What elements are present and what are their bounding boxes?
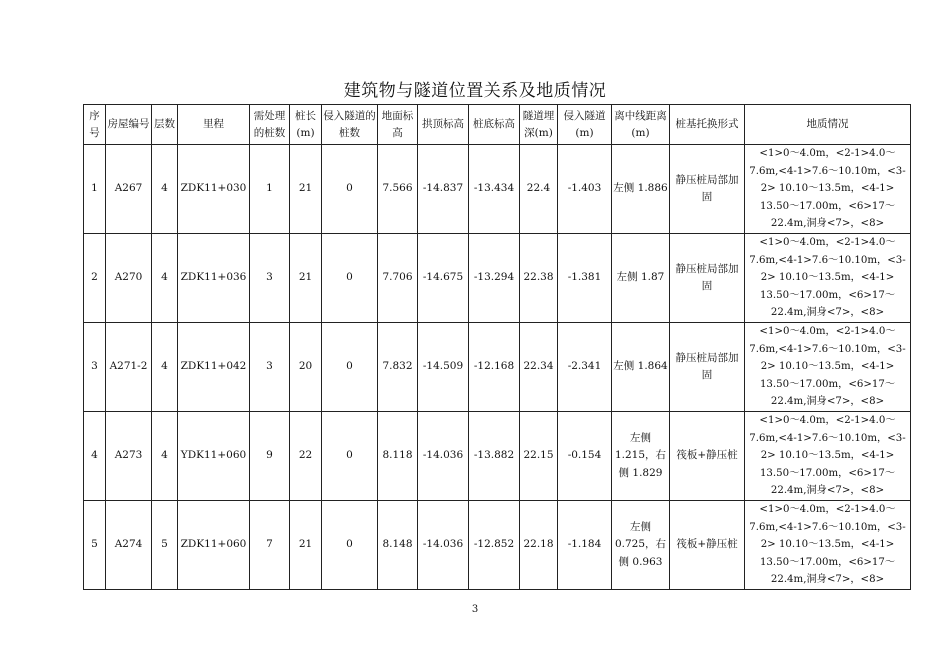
cell-ground-elevation: 8.148 xyxy=(378,501,418,590)
table-row xyxy=(84,234,911,323)
cell-underpinning-form: 筏板+静压桩 xyxy=(670,501,745,590)
table-header-row xyxy=(84,105,911,145)
cell-intrusion: -1.381 xyxy=(558,234,612,323)
cell-floors: 4 xyxy=(152,412,178,501)
cell-mileage: ZDK11+042 xyxy=(178,323,250,412)
cell-crown-elevation: -14.036 xyxy=(418,412,469,501)
header-intrusion: 侵入隧道(m) xyxy=(558,105,612,145)
cell-geology: <1>0～4.0m，<2-1>4.0～7.6m,<4-1>7.6～10.10m，<3-2> 10.10～13.5m，<4-1> 13.50～17.00m，<6>17～22.4m,洞身<7>，<8> xyxy=(745,145,911,234)
cell-underpinning-form: 静压桩局部加固 xyxy=(670,145,745,234)
cell-centerline-distance: 左侧 1.864 xyxy=(612,323,670,412)
cell-ground-elevation: 7.566 xyxy=(378,145,418,234)
cell-pile-bottom-elevation: -12.168 xyxy=(469,323,520,412)
table-row xyxy=(84,412,911,501)
cell-geology: <1>0～4.0m，<2-1>4.0～7.6m,<4-1>7.6～10.10m，<3-2> 10.10～13.5m，<4-1> 13.50～17.00m，<6>17～22.4m,洞身<7>，<8> xyxy=(745,501,911,590)
cell-piles-to-treat: 3 xyxy=(250,323,290,412)
cell-mileage: ZDK11+030 xyxy=(178,145,250,234)
cell-intruding-piles: 0 xyxy=(322,501,378,590)
header-crown-elevation: 拱顶标高 xyxy=(418,105,469,145)
cell-index: 1 xyxy=(84,145,106,234)
cell-house-number: A267 xyxy=(106,145,152,234)
cell-intruding-piles: 0 xyxy=(322,234,378,323)
cell-pile-length: 21 xyxy=(290,501,322,590)
cell-floors: 4 xyxy=(152,145,178,234)
cell-piles-to-treat: 1 xyxy=(250,145,290,234)
cell-house-number: A274 xyxy=(106,501,152,590)
cell-index: 2 xyxy=(84,234,106,323)
header-intruding-piles: 侵入隧道的桩数 xyxy=(322,105,378,145)
header-pile-bottom-elevation: 桩底标高 xyxy=(469,105,520,145)
header-geology: 地质情况 xyxy=(745,105,911,145)
cell-ground-elevation: 8.118 xyxy=(378,412,418,501)
cell-mileage: ZDK11+060 xyxy=(178,501,250,590)
cell-centerline-distance: 左侧 1.215，右侧 1.829 xyxy=(612,412,670,501)
cell-intrusion: -1.184 xyxy=(558,501,612,590)
cell-geology: <1>0～4.0m，<2-1>4.0～7.6m,<4-1>7.6～10.10m，<3-2> 10.10～13.5m，<4-1> 13.50～17.00m，<6>17～22.4m,洞身<7>，<8> xyxy=(745,412,911,501)
cell-pile-length: 22 xyxy=(290,412,322,501)
cell-house-number: A271-2 xyxy=(106,323,152,412)
cell-intrusion: -1.403 xyxy=(558,145,612,234)
table-row xyxy=(84,501,911,590)
page-number: 3 xyxy=(471,604,479,615)
cell-pile-bottom-elevation: -13.434 xyxy=(469,145,520,234)
cell-index: 5 xyxy=(84,501,106,590)
header-ground-elevation: 地面标高 xyxy=(378,105,418,145)
cell-centerline-distance: 左侧 1.87 xyxy=(612,234,670,323)
cell-tunnel-depth: 22.18 xyxy=(520,501,558,590)
cell-pile-bottom-elevation: -13.882 xyxy=(469,412,520,501)
cell-centerline-distance: 左侧 1.886 xyxy=(612,145,670,234)
cell-mileage: ZDK11+036 xyxy=(178,234,250,323)
header-index: 序号 xyxy=(84,105,106,145)
cell-crown-elevation: -14.509 xyxy=(418,323,469,412)
cell-piles-to-treat: 9 xyxy=(250,412,290,501)
page-title: 建筑物与隧道位置关系及地质情况 xyxy=(343,81,607,101)
cell-piles-to-treat: 7 xyxy=(250,501,290,590)
cell-ground-elevation: 7.832 xyxy=(378,323,418,412)
cell-intruding-piles: 0 xyxy=(322,145,378,234)
header-pile-length: 桩长(m) xyxy=(290,105,322,145)
cell-intruding-piles: 0 xyxy=(322,412,378,501)
cell-centerline-distance: 左侧 0.725，右侧 0.963 xyxy=(612,501,670,590)
cell-floors: 4 xyxy=(152,234,178,323)
cell-geology: <1>0～4.0m，<2-1>4.0～7.6m,<4-1>7.6～10.10m，<3-2> 10.10～13.5m，<4-1> 13.50～17.00m，<6>17～22.4m,洞身<7>，<8> xyxy=(745,234,911,323)
cell-crown-elevation: -14.036 xyxy=(418,501,469,590)
table-row xyxy=(84,145,911,234)
cell-mileage: YDK11+060 xyxy=(178,412,250,501)
cell-house-number: A273 xyxy=(106,412,152,501)
cell-crown-elevation: -14.837 xyxy=(418,145,469,234)
cell-intruding-piles: 0 xyxy=(322,323,378,412)
cell-geology: <1>0～4.0m，<2-1>4.0～7.6m,<4-1>7.6～10.10m，<3-2> 10.10～13.5m，<4-1> 13.50～17.00m，<6>17～22.4m,洞身<7>，<8> xyxy=(745,323,911,412)
cell-index: 3 xyxy=(84,323,106,412)
cell-pile-bottom-elevation: -12.852 xyxy=(469,501,520,590)
cell-floors: 5 xyxy=(152,501,178,590)
cell-pile-length: 21 xyxy=(290,145,322,234)
cell-underpinning-form: 筏板+静压桩 xyxy=(670,412,745,501)
cell-house-number: A270 xyxy=(106,234,152,323)
header-mileage: 里程 xyxy=(178,105,250,145)
cell-underpinning-form: 静压桩局部加固 xyxy=(670,234,745,323)
cell-pile-length: 21 xyxy=(290,234,322,323)
cell-tunnel-depth: 22.34 xyxy=(520,323,558,412)
header-underpinning-form: 桩基托换形式 xyxy=(670,105,745,145)
cell-intrusion: -0.154 xyxy=(558,412,612,501)
header-piles-to-treat: 需处理的桩数 xyxy=(250,105,290,145)
cell-crown-elevation: -14.675 xyxy=(418,234,469,323)
building-tunnel-table xyxy=(83,104,911,590)
cell-intrusion: -2.341 xyxy=(558,323,612,412)
header-tunnel-depth: 隧道埋深(m) xyxy=(520,105,558,145)
header-house-number: 房屋编号 xyxy=(106,105,152,145)
table-row xyxy=(84,323,911,412)
cell-floors: 4 xyxy=(152,323,178,412)
header-centerline-distance: 离中线距离(m) xyxy=(612,105,670,145)
cell-piles-to-treat: 3 xyxy=(250,234,290,323)
cell-tunnel-depth: 22.4 xyxy=(520,145,558,234)
cell-tunnel-depth: 22.15 xyxy=(520,412,558,501)
cell-pile-bottom-elevation: -13.294 xyxy=(469,234,520,323)
cell-pile-length: 20 xyxy=(290,323,322,412)
cell-index: 4 xyxy=(84,412,106,501)
header-floors: 层数 xyxy=(152,105,178,145)
cell-ground-elevation: 7.706 xyxy=(378,234,418,323)
cell-tunnel-depth: 22.38 xyxy=(520,234,558,323)
cell-underpinning-form: 静压桩局部加固 xyxy=(670,323,745,412)
